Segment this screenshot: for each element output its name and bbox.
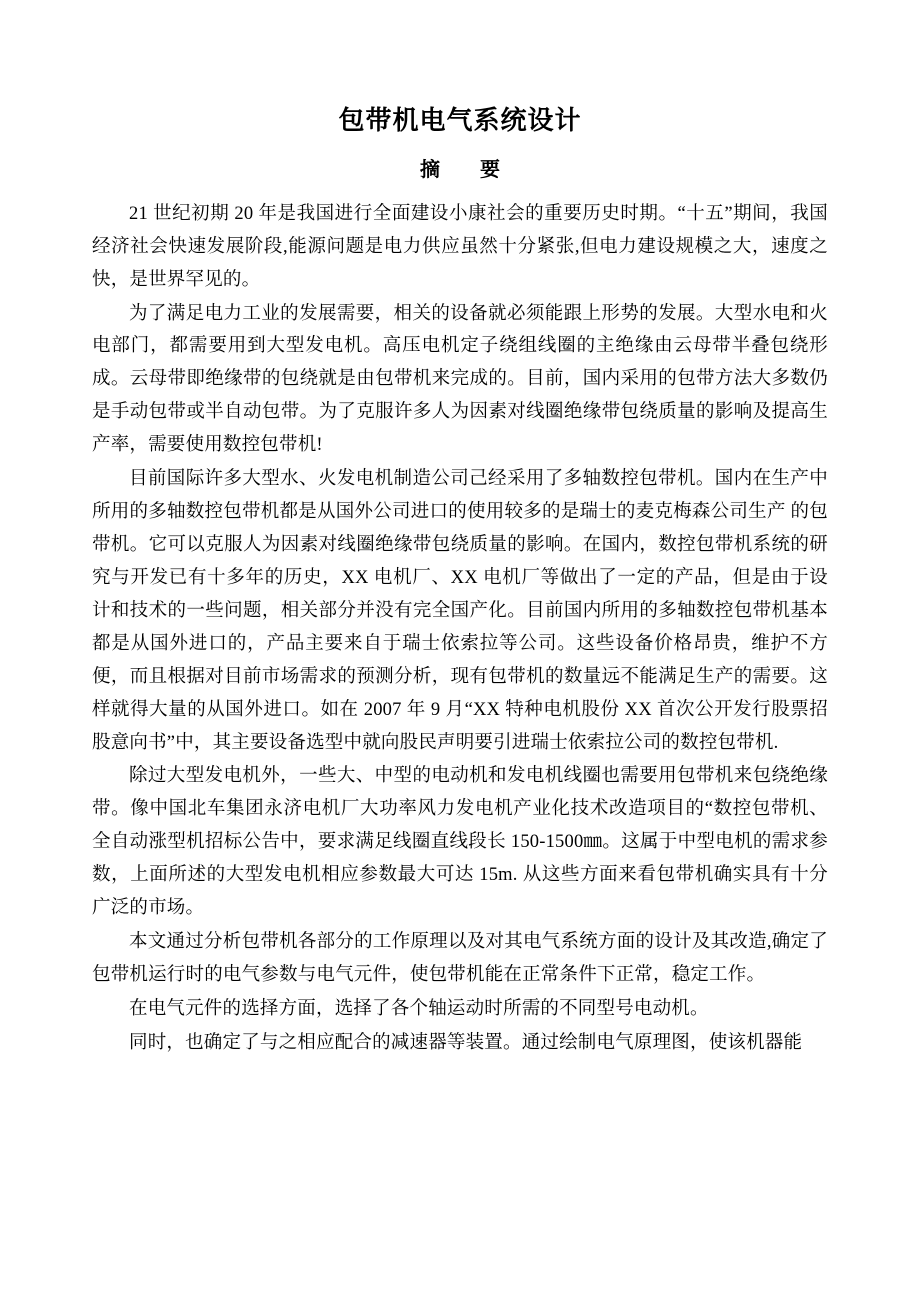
paragraph: 21 世纪初期 20 年是我国进行全面建设小康社会的重要历史时期。“十五”期间，我国经济社会快速发展阶段,能源问题是电力供应虽然十分紧张,但电力建设规模之大，速度之快，是世界罕见的。 — [92, 203, 828, 290]
paragraph: 目前国际许多大型水、火发电机制造公司己经采用了多轴数控包带机。国内在生产中所用的多轴数控包带机都是从国外公司进口的使用较多的是瑞士的麦克梅森公司生产 的包带机。它可以克服人为因素对线圈绝缘带包绕质量的影响。在国内，数控包带机系统的研究与开发已有十多年的历史，XX 电机厂、XX 电机厂等做出了一定的产品，但是由于设计和技术的一些问题，相关部分并没有完全国产化。目前国内所用的多轴数控包带机基本都是从国外进口的，产品主要来自于瑞士依索拉等公司。这些设备价格昂贵，维护不方便，而且根据对目前市场需求的预测分析，现有包带机的数量远不能满足生产的需要。这样就得大量的从国外进口。如在 2007 年 9 月“XX 特种电机股份 XX 首次公开发行股票招股意向书”中，其主要设备选型中就向股民声明要引进瑞士依索拉公司的数控包带机. — [92, 469, 828, 753]
paragraph: 同时，也确定了与之相应配合的减速器等装置。通过绘制电气原理图，使该机器能 — [129, 1032, 803, 1053]
paragraph: 本文通过分析包带机各部分的工作原理以及对其电气系统方面的设计及其改造,确定了包带机运行时的电气参数与电气元件，使包带机能在正常条件下正常，稳定工作。 — [92, 932, 828, 985]
paragraph: 为了满足电力工业的发展需要，相关的设备就必须能跟上形势的发展。大型水电和火电部门，都需要用到大型发电机。高压电机定子绕组线圈的主绝缘由云母带半叠包绕形成。云母带即绝缘带的包绕就是由包带机来完成的。目前，国内采用的包带方法大多数仍是手动包带或半自动包带。为了克服许多人为因素对线圈绝缘带包绕质量的影响及提高生产率，需要使用数控包带机! — [92, 303, 828, 456]
paragraph: 在电气元件的选择方面，选择了各个轴运动时所需的不同型号电动机。 — [129, 998, 709, 1019]
paragraph: 除过大型发电机外，一些大、中型的电动机和发电机线圈也需要用包带机来包绕绝缘带。像中国北车集团永济电机厂大功率风力发电机产业化技术改造项目的“数控包带机、全自动涨型机招标公告中，要求满足线圈直线段长 150-1500㎜。这属于中型电机的需求参数，上面所述的大型发电机相应参数最大可达 15m. 从这些方面来看包带机确实具有十分广泛的市场。 — [92, 766, 828, 919]
page-title: 包带机电气系统设计 — [338, 106, 582, 135]
abstract-heading: 摘 要 — [420, 158, 510, 181]
